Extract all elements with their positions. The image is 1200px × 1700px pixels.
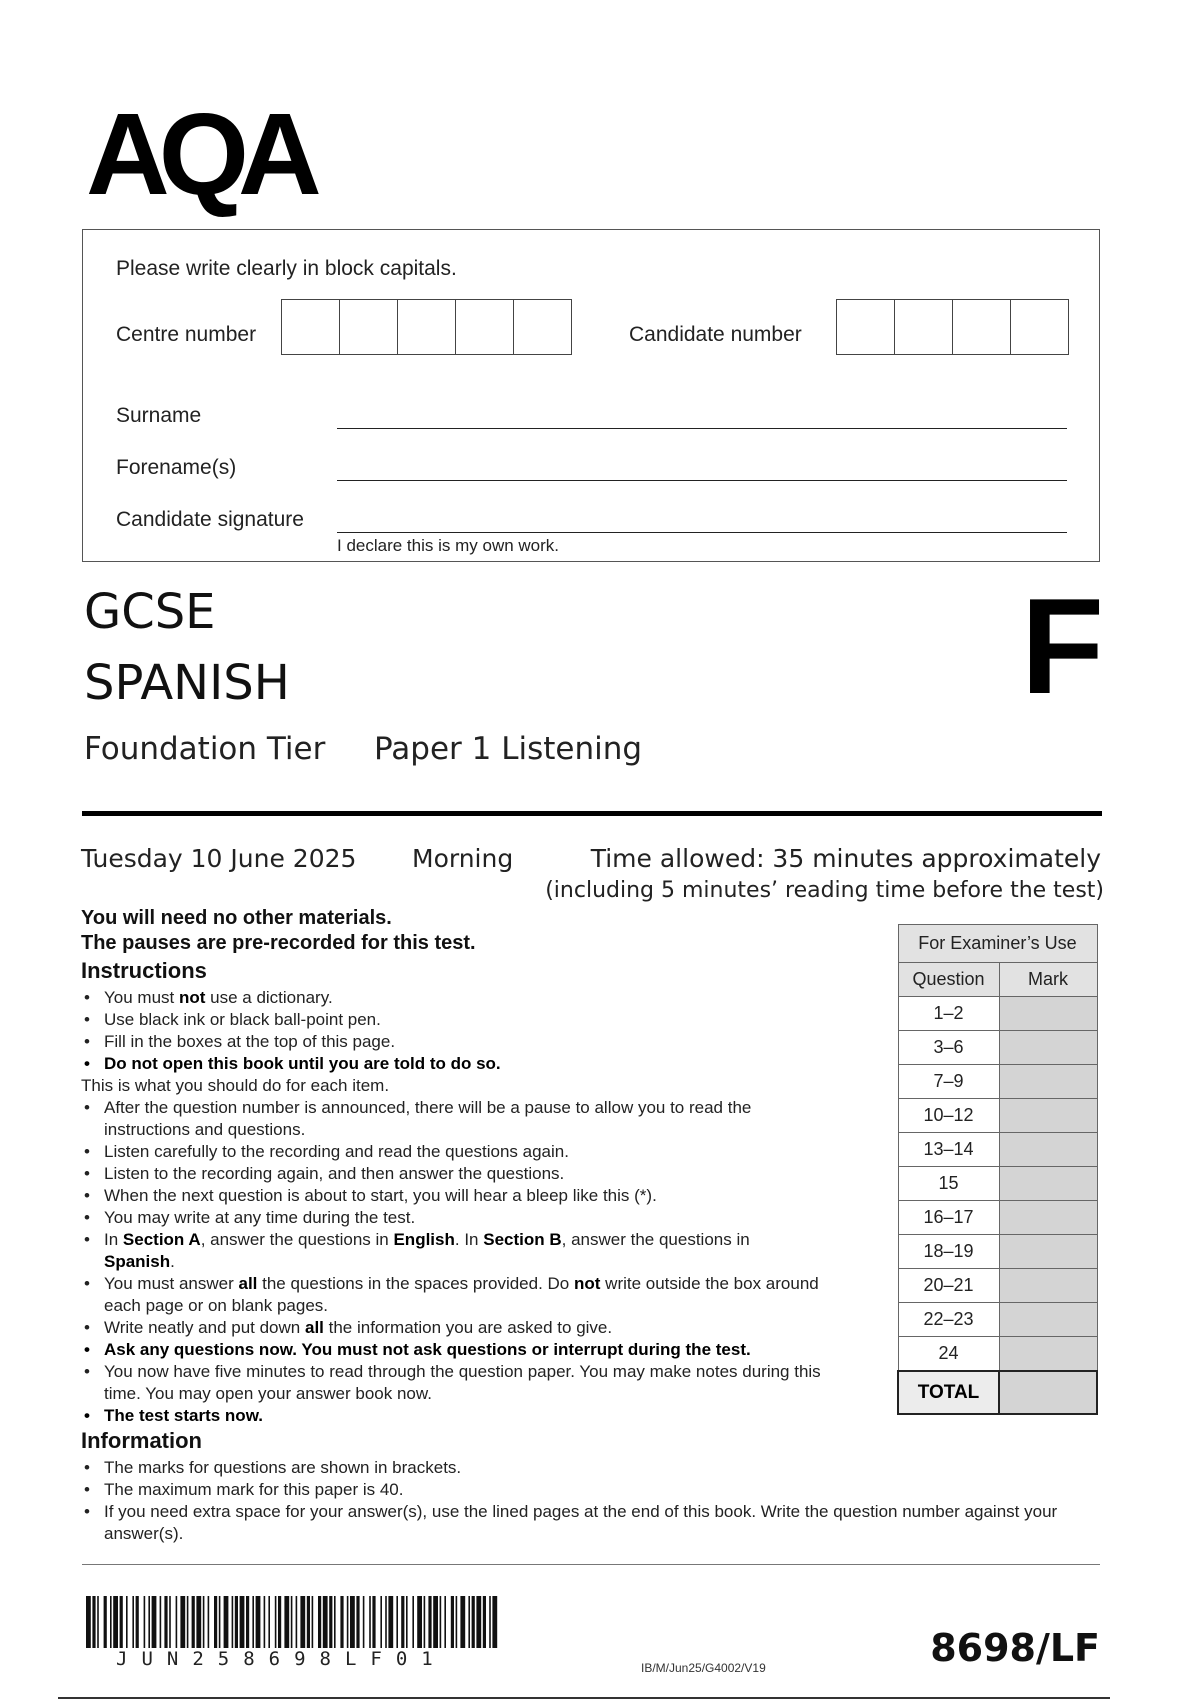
table-row bbox=[898, 1133, 1097, 1167]
question-cell: 24 bbox=[898, 1337, 999, 1372]
centre-digit-box[interactable] bbox=[514, 300, 571, 354]
aqa-logo: AQA bbox=[86, 89, 311, 219]
question-cell: 22–23 bbox=[898, 1303, 999, 1337]
information-section bbox=[81, 1428, 1101, 1545]
mark-cell[interactable] bbox=[999, 1031, 1097, 1065]
instruction-item: • You now have five minutes to read through the question paper. You may make notes during this time. You may open your answer book now. bbox=[81, 1361, 821, 1405]
instruction-item: • In Section A, answer the questions in English. In Section B, answer the questions in Spanish. bbox=[81, 1229, 821, 1273]
declaration-text: I declare this is my own work. bbox=[337, 536, 560, 555]
surname-field[interactable] bbox=[337, 428, 1067, 429]
instruction-item: • You must answer all the questions in the spaces provided. Do not write outside the box around each page or on blank pages. bbox=[81, 1273, 821, 1317]
table-row bbox=[898, 1303, 1097, 1337]
centre-digit-box[interactable] bbox=[398, 300, 456, 354]
instruction-item: • You must not use a dictionary. bbox=[81, 987, 821, 1009]
paper-code: 8698/LF bbox=[930, 1626, 1100, 1670]
candidate-number-boxes[interactable] bbox=[836, 299, 1069, 355]
barcode-text: JUN258698LF01 bbox=[116, 1648, 447, 1670]
question-cell: 16–17 bbox=[898, 1201, 999, 1235]
question-cell: 20–21 bbox=[898, 1269, 999, 1303]
centre-digit-box[interactable] bbox=[282, 300, 340, 354]
block-capitals-instruction: Please write clearly in block capitals. bbox=[116, 257, 457, 280]
question-cell: 13–14 bbox=[898, 1133, 999, 1167]
instruction-item: • The test starts now. bbox=[81, 1405, 821, 1427]
candidate-digit-box[interactable] bbox=[1011, 300, 1068, 354]
mark-cell[interactable] bbox=[999, 1201, 1097, 1235]
signature-field[interactable] bbox=[337, 532, 1067, 533]
instruction-item: • Write neatly and put down all the information you are asked to give. bbox=[81, 1317, 821, 1339]
exam-session: Morning bbox=[412, 844, 514, 873]
instruction-item: • You may write at any time during the test. bbox=[81, 1207, 821, 1229]
page-bottom-rule bbox=[58, 1697, 1110, 1699]
instructions-list bbox=[81, 987, 821, 1075]
instruction-item: • Use black ink or black ball-point pen. bbox=[81, 1009, 821, 1031]
table-row bbox=[898, 1099, 1097, 1133]
question-cell: 3–6 bbox=[898, 1031, 999, 1065]
candidate-digit-box[interactable] bbox=[895, 300, 953, 354]
total-mark-cell[interactable] bbox=[999, 1371, 1097, 1414]
mark-cell[interactable] bbox=[999, 1167, 1097, 1201]
information-item: • The maximum mark for this paper is 40. bbox=[81, 1479, 1101, 1501]
table-row bbox=[898, 1201, 1097, 1235]
mark-column-header: Mark bbox=[999, 963, 1097, 997]
centre-number-label: Centre number bbox=[116, 323, 257, 346]
table-row bbox=[898, 1167, 1097, 1201]
candidate-digit-box[interactable] bbox=[837, 300, 895, 354]
subject-title: SPANISH bbox=[84, 655, 290, 711]
information-item: • The marks for questions are shown in brackets. bbox=[81, 1457, 1101, 1479]
materials-note: You will need no other materials. bbox=[81, 907, 392, 929]
candidate-number-label: Candidate number bbox=[629, 323, 802, 346]
signature-label: Candidate signature bbox=[116, 508, 304, 531]
title-divider bbox=[82, 811, 1102, 816]
table-row bbox=[898, 1031, 1097, 1065]
table-row bbox=[898, 997, 1097, 1031]
tier-letter: F bbox=[1020, 570, 1104, 722]
item-instructions-list bbox=[81, 1097, 821, 1427]
tier-name: Foundation Tier bbox=[84, 731, 326, 767]
footer-divider bbox=[82, 1564, 1100, 1565]
question-column-header: Question bbox=[898, 963, 999, 997]
information-heading: Information bbox=[81, 1428, 202, 1453]
instruction-item: • Fill in the boxes at the top of this page. bbox=[81, 1031, 821, 1053]
total-label: TOTAL bbox=[898, 1371, 999, 1414]
question-cell: 10–12 bbox=[898, 1099, 999, 1133]
pauses-note: The pauses are pre-recorded for this test. bbox=[81, 932, 476, 954]
exam-date: Tuesday 10 June 2025 bbox=[81, 844, 357, 873]
table-row bbox=[898, 1269, 1097, 1303]
centre-digit-box[interactable] bbox=[456, 300, 514, 354]
instructions-heading: Instructions bbox=[81, 958, 207, 983]
mark-cell[interactable] bbox=[999, 1065, 1097, 1099]
examiner-table-title: For Examiner’s Use bbox=[898, 925, 1097, 963]
paper-name: Paper 1 Listening bbox=[374, 731, 643, 767]
total-row bbox=[898, 1371, 1097, 1414]
question-cell: 15 bbox=[898, 1167, 999, 1201]
table-row bbox=[898, 1065, 1097, 1099]
information-list bbox=[81, 1457, 1101, 1545]
forename-label: Forename(s) bbox=[116, 456, 237, 479]
candidate-digit-box[interactable] bbox=[953, 300, 1011, 354]
mark-cell[interactable] bbox=[999, 1269, 1097, 1303]
mark-cell[interactable] bbox=[999, 1235, 1097, 1269]
paper-reference: IB/M/Jun25/G4002/V19 bbox=[641, 1661, 766, 1675]
instructions-section bbox=[81, 958, 821, 1427]
intro-block bbox=[81, 906, 476, 956]
mark-cell[interactable] bbox=[999, 1133, 1097, 1167]
time-allowed: Time allowed: 35 minutes approximately bbox=[590, 844, 1101, 873]
centre-digit-box[interactable] bbox=[340, 300, 398, 354]
examiner-use-table bbox=[897, 924, 1098, 1415]
question-cell: 7–9 bbox=[898, 1065, 999, 1099]
mark-cell[interactable] bbox=[999, 1099, 1097, 1133]
surname-label: Surname bbox=[116, 404, 202, 427]
mark-cell[interactable] bbox=[999, 1337, 1097, 1372]
table-row bbox=[898, 1337, 1097, 1372]
mark-cell[interactable] bbox=[999, 1303, 1097, 1337]
centre-number-boxes[interactable] bbox=[281, 299, 572, 355]
reading-time-note: (including 5 minutes’ reading time before the test) bbox=[545, 878, 1104, 903]
qualification-level: GCSE bbox=[84, 584, 216, 640]
mark-cell[interactable] bbox=[999, 997, 1097, 1031]
instruction-item: • Listen carefully to the recording and read the questions again. bbox=[81, 1141, 821, 1163]
forename-field[interactable] bbox=[337, 480, 1067, 481]
instruction-item: • When the next question is about to start, you will hear a bleep like this (*). bbox=[81, 1185, 821, 1207]
table-row bbox=[898, 1235, 1097, 1269]
instruction-item: • Listen to the recording again, and then answer the questions. bbox=[81, 1163, 821, 1185]
instruction-item: • Do not open this book until you are told to do so. bbox=[81, 1053, 821, 1075]
question-cell: 1–2 bbox=[898, 997, 999, 1031]
instruction-item: • After the question number is announced, there will be a pause to allow you to read the instructions and questions. bbox=[81, 1097, 821, 1141]
barcode-image bbox=[86, 1596, 502, 1648]
each-item-heading: This is what you should do for each item. bbox=[81, 1076, 390, 1095]
information-item: • If you need extra space for your answer(s), use the lined pages at the end of this book. Write the question number against your answer(s). bbox=[81, 1501, 1101, 1545]
question-cell: 18–19 bbox=[898, 1235, 999, 1269]
instruction-item: • Ask any questions now. You must not ask questions or interrupt during the test. bbox=[81, 1339, 821, 1361]
